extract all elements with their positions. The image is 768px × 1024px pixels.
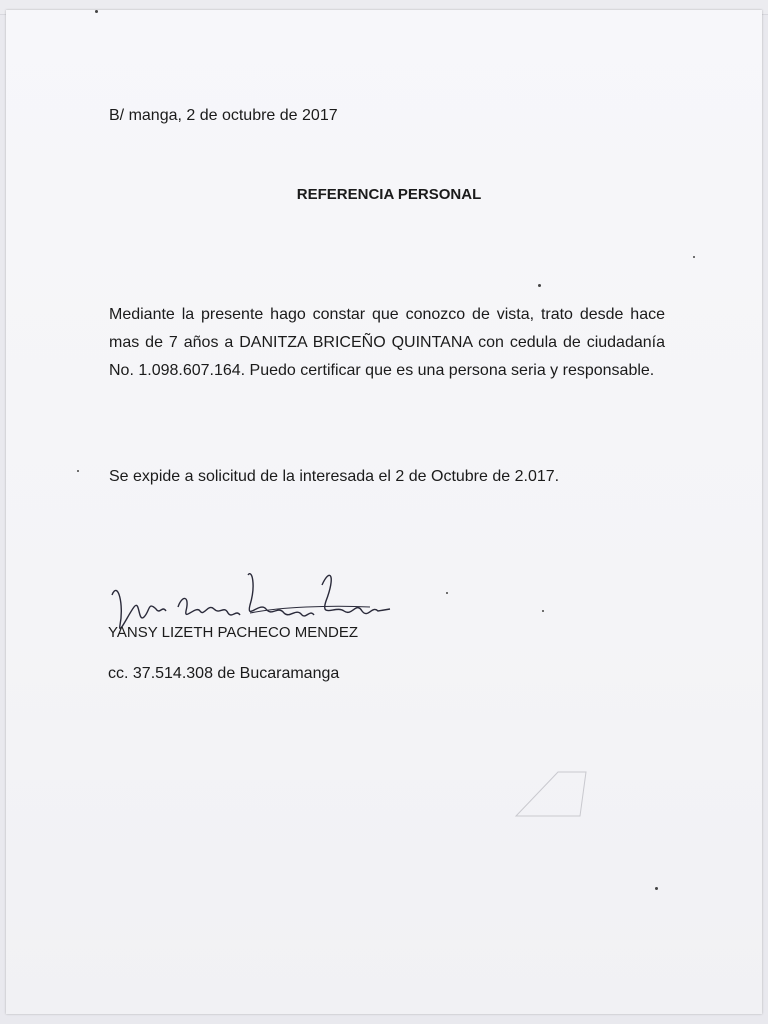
- scan-speck: [542, 610, 544, 612]
- date-line: B/ manga, 2 de octubre de 2017: [109, 107, 338, 124]
- issue-line: Se expide a solicitud de la interesada el 2 de Octubre de 2.017.: [109, 468, 560, 485]
- scan-speck: [95, 10, 98, 13]
- signer-name: YANSY LIZETH PACHECO MENDEZ: [108, 624, 359, 641]
- scan-speck: [538, 284, 541, 287]
- paper-mark: [510, 768, 600, 820]
- signer-id: cc. 37.514.308 de Bucaramanga: [108, 665, 340, 682]
- scan-speck: [693, 256, 695, 258]
- body-paragraph: Mediante la presente hago constar que conozco de vista, trato desde hace mas de 7 años a DANITZA BRICEÑO QUINTANA con cedula de ciudadanía No. 1.098.607.164. Puedo certificar que es una persona seria y responsable.: [109, 306, 665, 379]
- document-title: REFERENCIA PERSONAL: [296, 186, 482, 203]
- scan-speck: [655, 887, 658, 890]
- document-page: [6, 10, 762, 1014]
- scan-speck: [77, 470, 79, 472]
- scan-speck: [446, 592, 448, 594]
